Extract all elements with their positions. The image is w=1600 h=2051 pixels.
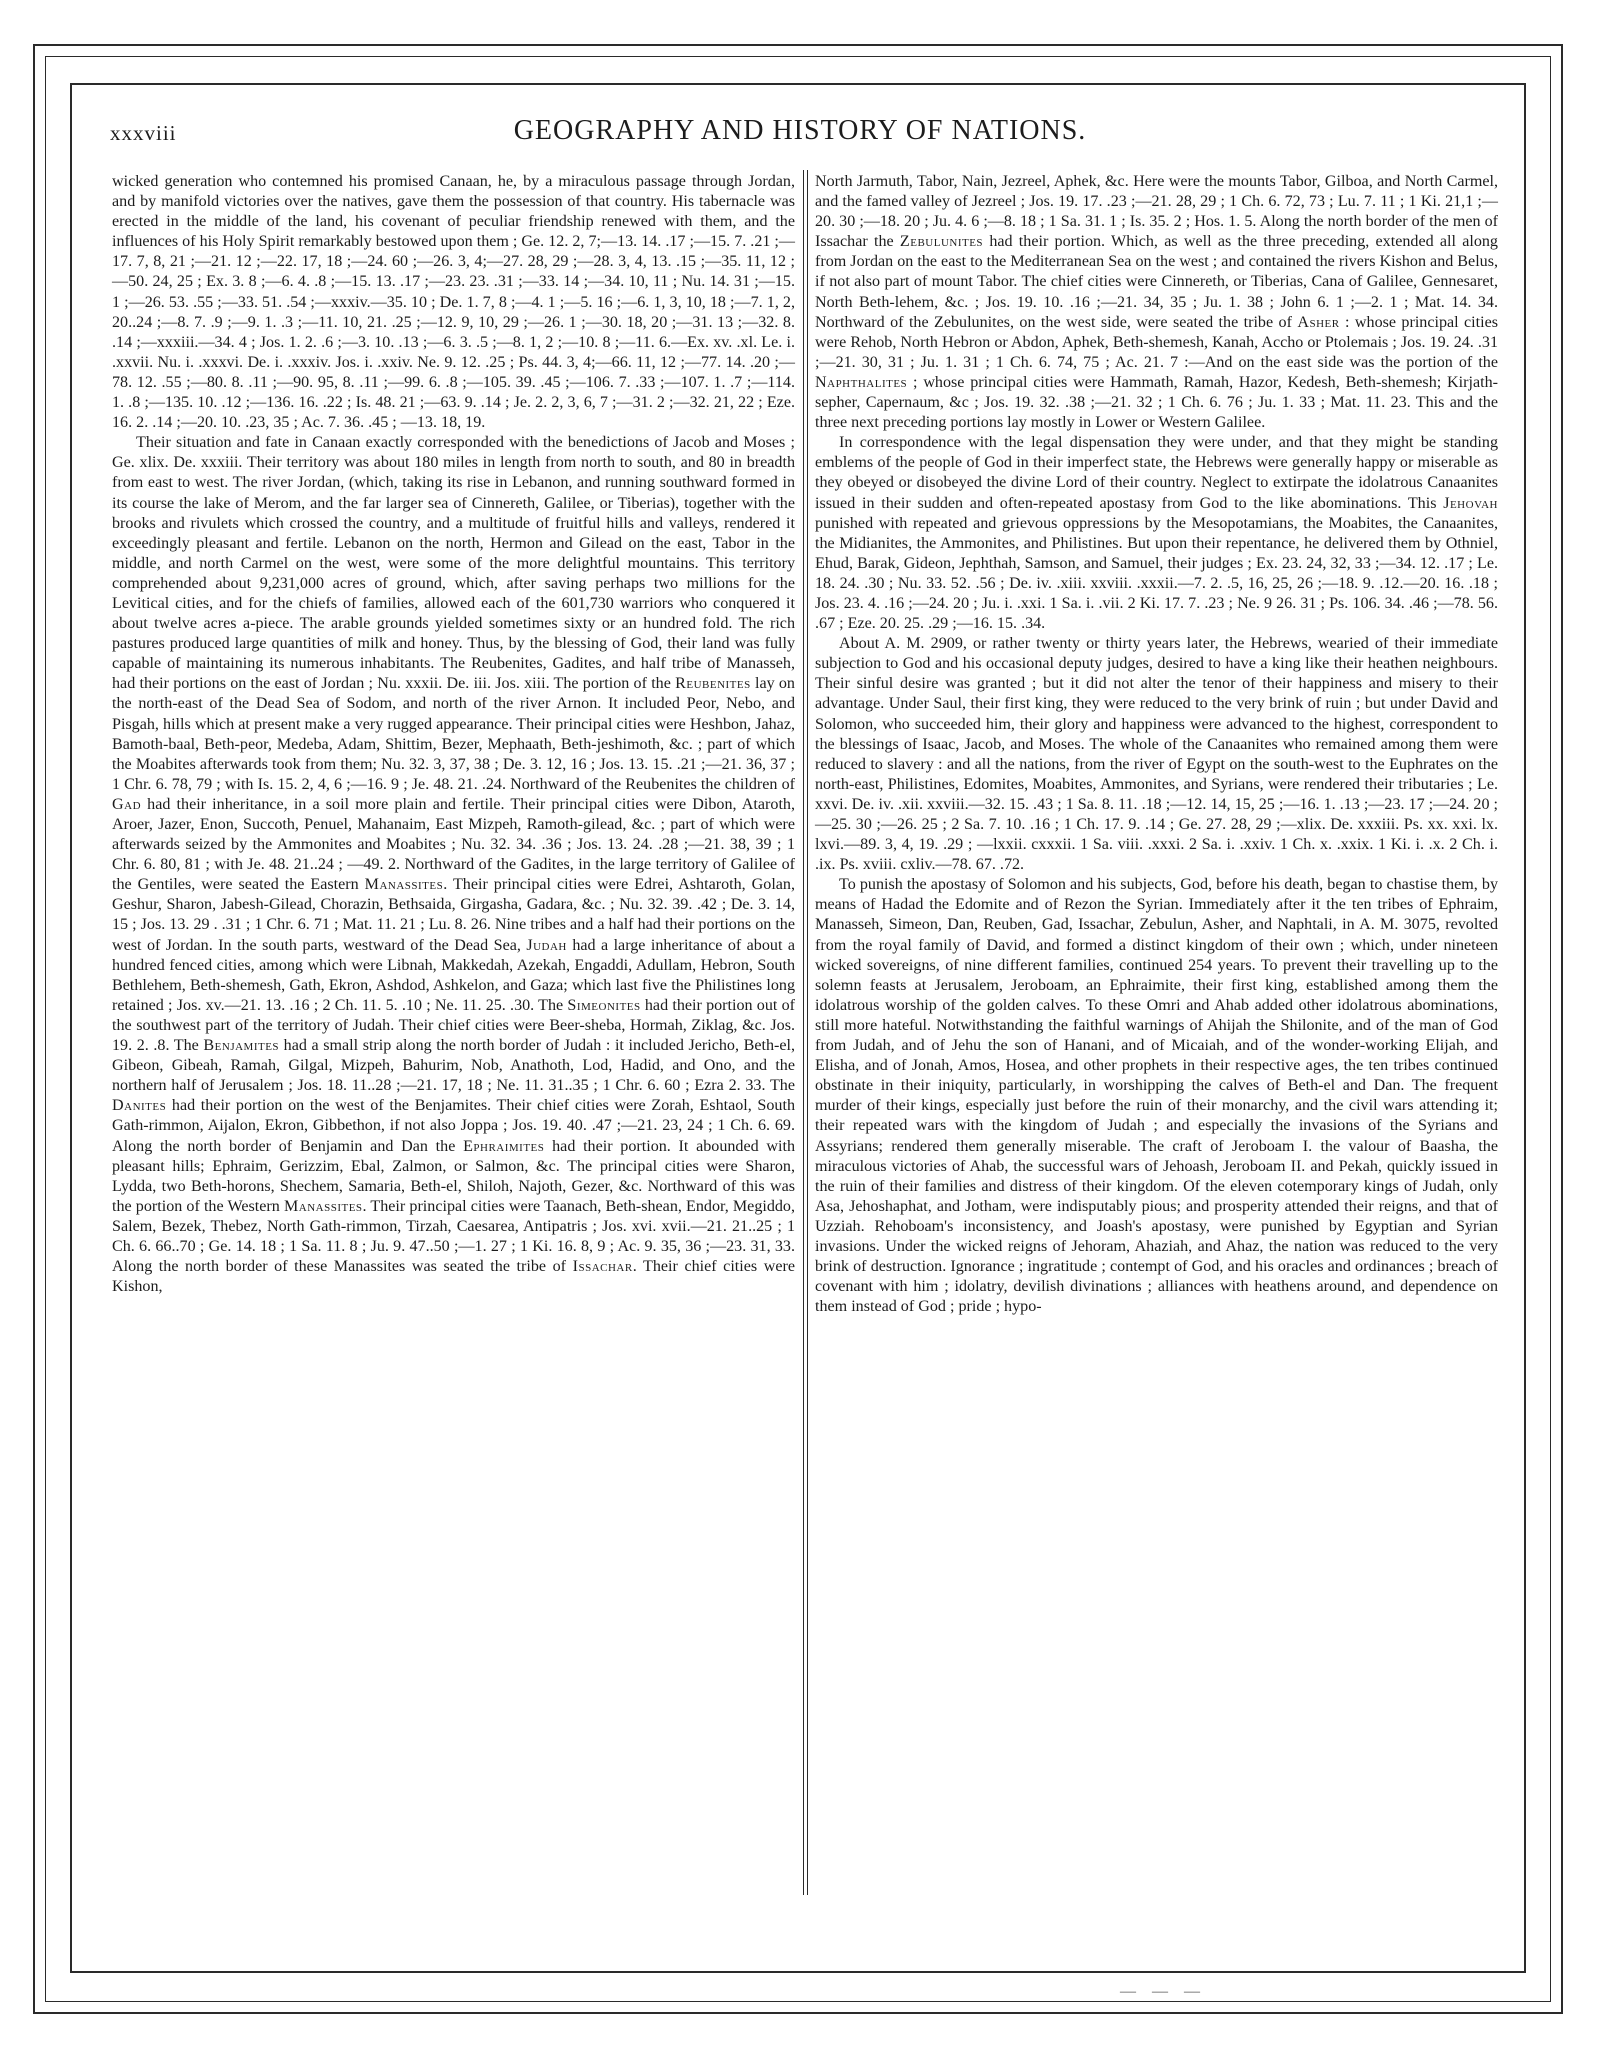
page-title: GEOGRAPHY AND HISTORY OF NATIONS.: [513, 115, 1087, 146]
tribe-name: Gad: [112, 795, 142, 813]
text-run: had their portion on the west of the Benjamites. Their chief cities were Zorah, Eshtaol, South Gath-rimmon, Aijalon, Ekron, Gibbethon, if not also Joppa ; Jos. 19. 40. .47 ;—21. 23, 24 ; 1 Ch. 6. 69. Along the north border of Benjamin and Dan the: [112, 1097, 795, 1155]
text-run: Their situation and fate in Canaan exactly corresponded with the benedictions of Jacob and Moses ; Ge. xlix. De. xxxiii. Their territory was about 180 miles in length from north to south, and 80 in breadth from east to west. The river Jordan, (which, taking its rise in Lebanon, and running southward formed in its course the lake of Merom, and the far larger sea of Cinnereth, Galilee, or Tiberias), together with the brooks and rivulets which crossed the country, and a multitude of fruitful hills and valleys, rendered it exceedingly pleasant and fertile. Lebanon on the north, Hermon and Gilead on the east, Tabor in the middle, and north Carmel on the west, were some of the more delightful mountains. This territory comprehended about 9,231,000 acres of ground, which, after saving perhaps two millions for the Levitical cities, and for the chiefs of families, allowed each of the 601,730 warriors who conquered it about twelve acres a-piece. The arable grounds yielded sometimes sixty or an hundred fold. The rich pastures produced large quantities of milk and honey. Thus, by the blessing of God, their land was fully capable of maintaining its numerous inhabitants. The Reubenites, Gadites, and half tribe of Manasseh, had their portions on the east of Jordan ; Nu. xxxii. De. iii. Jos. xiii. The portion of the: [112, 434, 795, 693]
text-run: had their portion. It abounded with pleasant hills; Ephraim, Gerizzim, Ebal, Zalmon, or Salmon, &c. The principal cities were Sharon, Lydda, two Beth-horons, Shechem, Samaria, Beth-el, Shiloh, Najoth, Gezer, &c. Northward of this was the portion of the Western: [112, 1137, 795, 1215]
text-run: : whose principal cities were Rehob, North Hebron or Abdon, Aphek, Beth-shemesh, Kanah, Accho or Ptolemais ; Jos. 19. 24. .31 ;—21. 30, 31 ; Ju. 1. 31 ; 1 Ch. 6. 74, 75 ; Ac. 21. 7 :—And on the east side was the portion of the: [815, 313, 1499, 371]
right-paragraph-1: [815, 172, 1498, 433]
text-run: had their portion. Which, as well as the three preceding, extended all along from Jordan on the east to the Mediterranean Sea on the west ; and contained the rivers Kishon and Belus, if not also part of mount Tabor. The chief cities were Cinnereth, or Tiberias, Cana of Galilee, Gennesaret, North Beth-lehem, &c. ; Jos. 19. 10. .16 ;—21. 34, 35 ; Ju. 1. 38 ; John 6. 1 ;—2. 1 ; Mat. 14. 34. Northward of the Zebulunites, on the west side, were seated the tribe of: [815, 233, 1498, 331]
text-run: had their inheritance, in a soil more plain and fertile. Their principal cities were Dibon, Ataroth, Aroer, Jazer, Enon, Succoth, Penuel, Mahanaim, East Mizpeh, Ramoth-gilead, &c. ; part of which were afterwards seized by the Ammonites and Moabites ; Nu. 32. 34. .36 ; Jos. 13. 24. .28 ;—21. 38, 39 ; 1 Chr. 6. 80, 81 ; with Je. 48. 21..24 ; —49. 2. Northward of the Gadites, in the large territory of Galilee of the Gentiles, were seated the Eastern: [112, 795, 795, 894]
text-run: North Jarmuth, Tabor, Nain, Jezreel, Aphek, &c. Here were the mounts Tabor, Gilboa, and North Carmel, and the famed valley of Jezreel ; Jos. 19. 17. .23 ;—21. 28, 29 ; 1 Ch. 6. 72, 73 ; Lu. 7. 11 ; 1 Ki. 21,1 ;—20. 30 ;—18. 20 ; Ju. 4. 6 ;—8. 18 ; 1 Sa. 31. 1 ; Is. 35. 2 ; Hos. 1. 5. Along the north border of the men of Issachar the: [815, 173, 1498, 251]
tribe-name: Ephraimites: [463, 1137, 545, 1155]
tribe-name: Manassites: [364, 876, 444, 894]
tribe-name: Danites: [112, 1097, 167, 1115]
left-column: [112, 172, 795, 1297]
right-paragraph-3: About A. M. 2909, or rather twenty or thirty years later, the Hebrews, wearied of their immediate subjection to God and his occasional deputy judges, desired to have a king like their heathen neighbours. Their sinful desire was granted ; but it did not alter the tenor of their happiness and misery to their advantage. Under Saul, their first king, they were reduced to the very brink of ruin ; but under David and Solomon, who succeeded him, their glory and happiness were advanced to the highest, correspondent to the blessings of Isaac, Jacob, and Moses. The whole of the Canaanites who remained among them were reduced to slavery : and all the nations, from the river of Egypt on the south-west to the Euphrates on the north-east, Philistines, Edomites, Moabites, Ammonites, and Syrians, were rendered their tributaries ; Le. xxvi. De. iv. .xii. xxviii.—32. 15. .43 ; 1 Sa. 8. 11. .18 ;—12. 14, 15, 25 ;—16. 1. .13 ;—23. 17 ;—24. 20 ;—25. 30 ;—26. 25 ; 2 Sa. 7. 10. .16 ; 1 Ch. 17. 9. .14 ; Ge. 27. 28, 29 ;—xlix. De. xxxiii. Ps. xx. xxi. lx. lxvi.—89. 3, 4, 19. .29 ; —lxxii. cxxxii. 1 Sa. viii. .xxxi. 2 Sa. i. .xxiv. 1 Ch. x. .xxix. 1 Ki. i. .x. 2 Ch. i. .ix. Ps. xviii. cxliv.—78. 67. .72.: [815, 635, 1498, 874]
column-divider-line: [803, 170, 804, 1895]
text-run: had a large inheritance of about a hundred fenced cities, among which were Libnah, Makkedah, Azekah, Engaddi, Adullam, Hebron, South Bethlehem, Beth-shemesh, Gath, Ekron, Ashdod, Ashkelon, and Gaza; which last five the Philistines long retained ; Jos. xv.—21. 13. .16 ; 2 Ch. 11. 5. .10 ; Ne. 11. 25. .30. The: [112, 936, 795, 1014]
divine-name: Jehovah: [1443, 494, 1498, 512]
text-run: ; whose principal cities were Hammath, Ramah, Hazor, Kedesh, Beth-shemesh; Kirjath-sepher, Capernaum, &c ; Jos. 19. 32. .38 ;—21. 32 ; 1 Ch. 6. 76 ; Ju. 1. 33 ; Mat. 11. 23. This and the three next preceding portions lay mostly in Lower or Western Galilee.: [815, 373, 1498, 432]
tribe-name: Zebulunites: [899, 233, 984, 251]
left-paragraph-1: [112, 172, 795, 433]
tribe-name: Manassites: [283, 1197, 363, 1215]
text-run: lay on the north-east of the Dead Sea of Sodom, and north of the river Arnon. It included Peor, Nebo, and Pisgah, hills which at present make a very rugged appearance. Their principal cities were Heshbon, Jahaz, Bamoth-baal, Beth-peor, Medeba, Adam, Shittim, Bezer, Mephaath, Beth-jeshimoth, &c. ; part of which the Moabites afterwards took from them; Nu. 32. 3, 37, 38 ; De. 3. 12, 16 ; Jos. 13. 15. .21 ;—21. 36, 37 ; 1 Chr. 6. 78, 79 ; with Is. 15. 2, 4, 6 ;—16. 9 ; Je. 48. 21. .24. Northward of the Reubenites the children of: [112, 675, 795, 793]
page-number: xxxviii: [110, 121, 177, 145]
tribe-name: Benjamites: [203, 1037, 280, 1055]
tribe-name: Simeonites: [567, 996, 641, 1014]
tribe-name: Judah: [526, 936, 567, 954]
right-paragraph-2: [815, 433, 1498, 634]
text-run: wicked generation who contemned his promised Canaan, he, by a miraculous passage through Jordan, and by manifold victories over the natives, gave them the possession of that country. His tabernacle was erected in the middle of the land, his covenant of peculiar friendship renewed with them, and the influences of his Holy Spirit remarkably bestowed upon them ; Ge. 12. 2, 7;—13. 14. .17 ;—15. 7. .21 ;—17. 7, 8, 21 ;—21. 12 ;—22. 17, 18 ;—24. 60 ;—26. 3, 4;—27. 28, 29 ;—28. 3, 4, 13. .15 ;—35. 11, 12 ;—50. 24, 25 ; Ex. 3. 8 ;—6. 4. .8 ;—15. 13. .17 ;—23. 23. .31 ;—33. 14 ;—34. 10, 11 ; Nu. 14. 31 ;—15. 1 ;—26. 53. .55 ;—33. 51. .54 ;—xxxiv.—35. 10 ; De. 1. 7, 8 ;—4. 1 ;—5. 16 ;—6. 1, 3, 10, 18 ;—7. 1, 2, 20..24 ;—8. 7. .9 ;—9. 1. .3 ;—11. 10, 21. .25 ;—12. 9, 10, 29 ;—26. 1 ;—30. 18, 20 ;—31. 13 ;—32. 8. .14 ;—xxxiii.—34. 4 ; Jos. 1. 2. .6 ;—3. 10. .13 ;—6. 3. .5 ;—8. 1, 2 ;—10. 8 ;—11. 6.—Ex. xv. .xl. Le. i. .xxvii. Nu. i. .xxxvi. De. i. .xxxiv. Jos. i. .xxiv. Ne. 9. 12. .25 ; Ps. 44. 3, 4;—66. 11, 12 ;—77. 14. .20 ;—78. 12. .55 ;—80. 8. .11 ;—90. 95, 8. .11 ;—99. 6. .8 ;—105. 39. .45 ;—106. 7. .33 ;—107. 1. .7 ;—114. 1. .8 ;—135. 10. .12 ;—136. 16. .22 ; Is. 48. 21 ;—63. 9. .14 ; Je. 2. 2, 3, 6, 7 ;—31. 2 ;—32. 21, 22 ; Eze. 16. 2. .14 ;—20. 10. .23, 35 ; Ac. 7. 36. .45 ; —13. 18, 19.: [112, 173, 796, 432]
right-column: [815, 172, 1498, 1317]
text-run: had their portion out of the southwest part of the territory of Judah. Their chief cities were Beer-sheba, Hormah, Ziklag, &c. Jos. 19. 2. .8. The: [112, 996, 795, 1055]
tribe-name: Naphthalites: [815, 373, 908, 391]
tribe-name: Issachar: [572, 1258, 633, 1276]
text-run: . Their principal cities were Taanach, Beth-shean, Endor, Megiddo, Salem, Bezek, Thebez, North Gath-rimmon, Tirzah, Caesarea, Antipatris ; Jos. xvi. xvii.—21. 21..25 ; 1 Ch. 6. 66..70 ; Ge. 14. 18 ; 1 Sa. 11. 8 ; Ju. 9. 47..50 ;—1. 27 ; 1 Ki. 16. 8, 9 ; Ac. 9. 35, 36 ;—23. 31, 33. Along the north border of these Manassites was seated the tribe of: [112, 1197, 796, 1276]
column-divider-line: [807, 170, 808, 1895]
page-header: [110, 115, 1490, 155]
text-run: . Their chief cities were Kishon,: [112, 1258, 795, 1296]
right-paragraph-4: To punish the apostasy of Solomon and his subjects, God, before his death, began to chastise them, by means of Hadad the Edomite and of Rezon the Syrian. Immediately after it the ten tribes of Ephraim, Manasseh, Simeon, Dan, Reuben, Gad, Issachar, Zebulun, Asher, and Naphtali, in A. M. 3075, revolted from the royal family of David, and formed a distinct kingdom of their own ; which, under nineteen wicked sovereigns, of nine different families, continued 254 years. To prevent their travelling up to the solemn feasts at Jerusalem, Jeroboam, an Ephraimite, their first king, established among them the idolatrous worship of the golden calves. To these Omri and Ahab added other idolatrous abominations, still more hateful. Notwithstanding the faithful warnings of Ahijah the Shilonite, and of the man of God from Judah, and of Jehu the son of Hanani, and of Micaiah, and of the wonder-working Elijah, and Elisha, and of Jonah, Amos, Hosea, and other prophets in their respective ages, the ten tribes continued obstinate in their iniquity, particularly, in worshipping the calves of Beth-el and Dan. The frequent murder of their kings, especially just before the ruin of their monarchy, and the civil wars attending it; their repeated wars with the kingdom of Judah ; and especially the invasions of the Syrians and Assyrians; rendered them generally miserable. The craft of Jeroboam I. the valour of Baasha, the miraculous victories of Ahab, the successful wars of Jehoash, Jeroboam II. and Pekah, quickly issued in the ruin of their families and distress of their kingdom. Of the eleven cotemporary kings of Judah, only Asa, Jehoshaphat, and Jotham, were indisputably pious; and prosperity attended their reigns, and that of Uzziah. Rehoboam's inconsistency, and Joash's apostasy, were punished by Egyptian and Syrian invasions. Under the wicked reigns of Jehoram, Ahaziah, and Ahaz, the nation was reduced to the very brink of destruction. Ignorance ; ingratitude ; contempt of God, and his oracles and ordinances ; breach of covenant with him ; idolatry, devilish divinations ; alliances with heathens around, and dependence on them instead of God ; pride ; hypo-: [815, 876, 1498, 1316]
tribe-name: Reubenites: [675, 675, 751, 693]
left-paragraph-2: [112, 433, 795, 1297]
footer-mark: — — —: [1120, 1983, 1206, 2000]
text-run: punished with repeated and grievous oppressions by the Mesopotamians, the Moabites, the Canaanites, the Midianites, the Ammonites, and Philistines. But upon their repentance, he delivered them by Othniel, Ehud, Barak, Gideon, Jephthah, Samson, and Samuel, their judges ; Ex. 23. 24, 32, 33 ;—34. 12. .17 ; Le. 18. 24. .30 ; Nu. 33. 52. .56 ; De. iv. .xiii. xxviii. .xxxii.—7. 2. .5, 16, 25, 26 ;—18. 9. .12.—20. 16. .18 ; Jos. 23. 4. .16 ;—24. 20 ; Ju. i. .xxi. 1 Sa. i. .vii. 2 Ki. 17. 7. .23 ; Ne. 9 26. 31 ; Ps. 106. 34. .46 ;—78. 56. .67 ; Eze. 20. 25. .29 ;—16. 15. .34.: [815, 514, 1498, 633]
text-run: had a small strip along the north border of Judah : it included Jericho, Beth-el, Gibeon, Gibeah, Ramah, Gilgal, Mizpeh, Bahurim, Nob, Anathoth, Lod, Hadid, and Ono, and the northern half of Jerusalem ; Jos. 18. 11..28 ;—21. 17, 18 ; Ne. 11. 31..35 ; 1 Chr. 6. 60 ; Ezra 2. 33. The: [112, 1037, 795, 1095]
text-run: In correspondence with the legal dispensation they were under, and that they might be standing emblems of the people of God in their imperfect state, the Hebrews were generally happy or miserable as they obeyed or disobeyed the divine Lord of their country. Neglect to extirpate the idolatrous Canaanites issued in their sudden and often-repeated apostasy from God to the like abominations. This: [815, 434, 1498, 512]
tribe-name: Asher: [1297, 313, 1340, 331]
text-run: . Their principal cities were Edrei, Ashtaroth, Golan, Geshur, Sharon, Jabesh-Gilead, Chorazin, Bethsaida, Girgasha, Gadara, &c. ; Nu. 32. 39. .42 ; De. 3. 14, 15 ; Jos. 13. 29 . .31 ; 1 Chr. 6. 71 ; Mat. 11. 21 ; Lu. 8. 26. Nine tribes and a half had their portions on the west of Jordan. In the south parts, westward of the Dead Sea,: [112, 876, 796, 954]
